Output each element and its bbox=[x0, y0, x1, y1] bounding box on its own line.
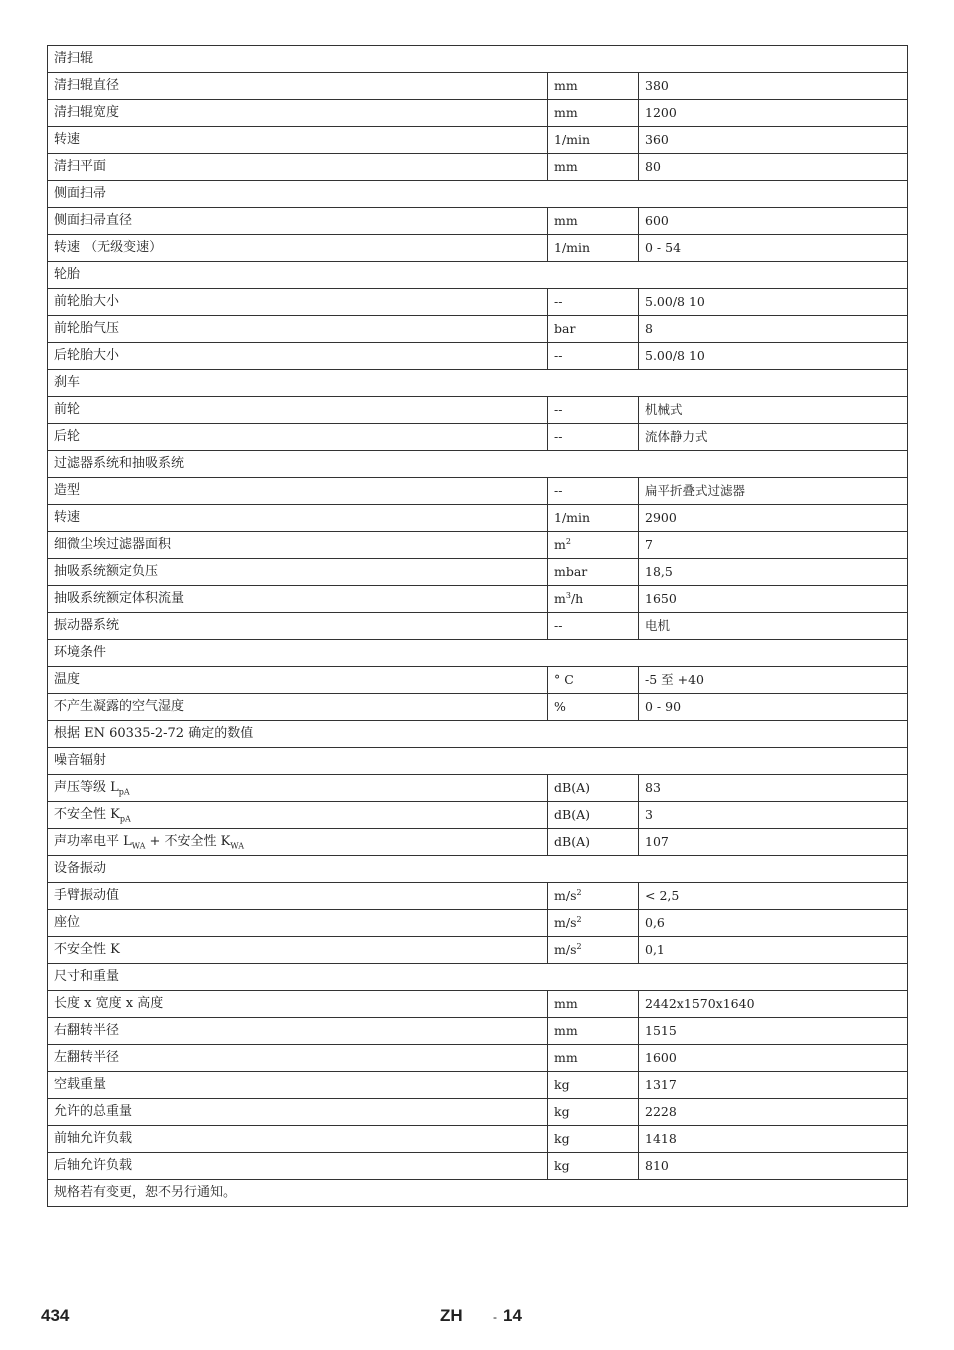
spec-value: 5.00/8 10 bbox=[639, 289, 908, 316]
spec-value: 2442x1570x1640 bbox=[639, 991, 908, 1018]
unit-text: m/s bbox=[554, 942, 577, 957]
label-text: 造型 bbox=[54, 483, 81, 498]
spec-label bbox=[48, 937, 548, 964]
spec-unit bbox=[548, 316, 639, 343]
spec-label bbox=[48, 505, 548, 532]
spec-unit bbox=[548, 775, 639, 802]
spec-value: 107 bbox=[639, 829, 908, 856]
spec-value: 360 bbox=[639, 127, 908, 154]
spec-label bbox=[48, 478, 548, 505]
spec-value: 0,1 bbox=[639, 937, 908, 964]
spec-value: 0 - 54 bbox=[639, 235, 908, 262]
spec-unit bbox=[548, 667, 639, 694]
unit-text: mbar bbox=[554, 564, 588, 579]
label-text: 允许的总重量 bbox=[54, 1104, 133, 1119]
unit-superscript: 3 bbox=[565, 590, 571, 600]
label-text: 空载重量 bbox=[54, 1077, 107, 1092]
table-row bbox=[48, 100, 908, 127]
technical-data-body bbox=[48, 46, 908, 1207]
label-text: 声压等级 L bbox=[54, 780, 119, 795]
table-row bbox=[48, 397, 908, 424]
table-row bbox=[48, 613, 908, 640]
table-row bbox=[48, 1126, 908, 1153]
unit-text: mm bbox=[554, 1050, 578, 1065]
unit-text: -- bbox=[554, 429, 563, 444]
unit-text: -- bbox=[554, 348, 563, 363]
table-row bbox=[48, 775, 908, 802]
spec-value: 810 bbox=[639, 1153, 908, 1180]
spec-unit bbox=[548, 1018, 639, 1045]
spec-label bbox=[48, 667, 548, 694]
table-row bbox=[48, 478, 908, 505]
spec-unit bbox=[548, 100, 639, 127]
spec-label bbox=[48, 208, 548, 235]
label-text: 振动器系统 bbox=[54, 618, 120, 633]
spec-value: 83 bbox=[639, 775, 908, 802]
spec-value: 扁平折叠式过滤器 bbox=[639, 478, 908, 505]
section-row bbox=[48, 370, 908, 397]
unit-text: kg bbox=[554, 1131, 570, 1146]
spec-unit bbox=[548, 478, 639, 505]
spec-unit bbox=[548, 127, 639, 154]
unit-text: -- bbox=[554, 618, 563, 633]
label-text: 清扫辊宽度 bbox=[54, 105, 120, 120]
table-row bbox=[48, 532, 908, 559]
label-text: 不产生凝露的空气湿度 bbox=[54, 699, 185, 714]
spec-label bbox=[48, 1045, 548, 1072]
spec-value: 1600 bbox=[639, 1045, 908, 1072]
spec-label bbox=[48, 289, 548, 316]
spec-value: 0,6 bbox=[639, 910, 908, 937]
spec-unit bbox=[548, 586, 639, 613]
spec-label bbox=[48, 694, 548, 721]
label-subscript: WA bbox=[131, 841, 146, 851]
label-subscript: pA bbox=[119, 814, 131, 824]
spec-label bbox=[48, 586, 548, 613]
spec-value: 1200 bbox=[639, 100, 908, 127]
spec-unit bbox=[548, 208, 639, 235]
spec-label bbox=[48, 73, 548, 100]
label-subscript: WA bbox=[230, 841, 244, 851]
table-row bbox=[48, 505, 908, 532]
spec-unit bbox=[548, 289, 639, 316]
table-row bbox=[48, 937, 908, 964]
spec-value: -5 至 +40 bbox=[639, 667, 908, 694]
section-heading: 清扫辊 bbox=[48, 46, 908, 73]
table-row bbox=[48, 694, 908, 721]
spec-value: 7 bbox=[639, 532, 908, 559]
spec-label bbox=[48, 775, 548, 802]
unit-text: ° C bbox=[554, 672, 574, 687]
table-row bbox=[48, 1072, 908, 1099]
section-row bbox=[48, 964, 908, 991]
spec-unit bbox=[548, 532, 639, 559]
spec-value: 电机 bbox=[639, 613, 908, 640]
label-subscript: pA bbox=[118, 787, 130, 797]
spec-unit bbox=[548, 694, 639, 721]
section-page-number: 14 bbox=[503, 1306, 522, 1325]
label-text: 后轮 bbox=[54, 429, 81, 444]
spec-label bbox=[48, 613, 548, 640]
spec-label bbox=[48, 1099, 548, 1126]
unit-text: dB(A) bbox=[554, 807, 590, 822]
spec-unit bbox=[548, 397, 639, 424]
technical-data-table bbox=[47, 45, 908, 1207]
spec-unit bbox=[548, 1045, 639, 1072]
unit-superscript: 2 bbox=[565, 536, 571, 546]
table-row bbox=[48, 910, 908, 937]
unit-text: m bbox=[554, 537, 566, 552]
spec-unit bbox=[548, 613, 639, 640]
table-row bbox=[48, 343, 908, 370]
spec-unit bbox=[548, 559, 639, 586]
unit-text: mm bbox=[554, 213, 578, 228]
label-text: 转速 （无级变速） bbox=[54, 240, 163, 255]
unit-text: mm bbox=[554, 1023, 578, 1038]
spec-label bbox=[48, 1072, 548, 1099]
table-row bbox=[48, 1153, 908, 1180]
unit-text: 1/min bbox=[554, 510, 591, 525]
spec-unit bbox=[548, 424, 639, 451]
spec-label bbox=[48, 127, 548, 154]
table-row bbox=[48, 316, 908, 343]
spec-label bbox=[48, 1018, 548, 1045]
table-row bbox=[48, 1018, 908, 1045]
spec-value: 3 bbox=[639, 802, 908, 829]
spec-label bbox=[48, 829, 548, 856]
spec-label bbox=[48, 424, 548, 451]
spec-unit bbox=[548, 1153, 639, 1180]
label-text: 细微尘埃过滤器面积 bbox=[54, 537, 172, 552]
table-row bbox=[48, 802, 908, 829]
spec-label bbox=[48, 559, 548, 586]
label-text: 转速 bbox=[54, 510, 81, 525]
unit-superscript: 2 bbox=[576, 887, 582, 897]
unit-text: -- bbox=[554, 294, 563, 309]
spec-unit bbox=[548, 1072, 639, 1099]
section-heading: 刹车 bbox=[48, 370, 908, 397]
label-text: 左翻转半径 bbox=[54, 1050, 120, 1065]
spec-unit bbox=[548, 991, 639, 1018]
spec-value: 600 bbox=[639, 208, 908, 235]
unit-superscript: 2 bbox=[576, 914, 582, 924]
section-heading: 根据 EN 60335-2-72 确定的数值 bbox=[48, 721, 908, 748]
label-text: 右翻转半径 bbox=[54, 1023, 120, 1038]
unit-superscript: 2 bbox=[576, 941, 582, 951]
spec-value: 380 bbox=[639, 73, 908, 100]
spec-label bbox=[48, 1153, 548, 1180]
table-row bbox=[48, 154, 908, 181]
language-code: ZH bbox=[440, 1306, 463, 1325]
table-row bbox=[48, 424, 908, 451]
unit-text: mm bbox=[554, 159, 578, 174]
spec-value: 1650 bbox=[639, 586, 908, 613]
section-row bbox=[48, 262, 908, 289]
label-text: 不安全性 K bbox=[54, 942, 120, 957]
unit-text: bar bbox=[554, 321, 576, 336]
section-heading: 噪音辐射 bbox=[48, 748, 908, 775]
unit-text: -- bbox=[554, 483, 563, 498]
table-row bbox=[48, 289, 908, 316]
unit-text: m bbox=[554, 591, 566, 606]
section-row bbox=[48, 640, 908, 667]
spec-label bbox=[48, 235, 548, 262]
label-text: 座位 bbox=[54, 915, 81, 930]
table-row bbox=[48, 235, 908, 262]
unit-text: m/s bbox=[554, 888, 577, 903]
unit-text: % bbox=[554, 699, 566, 714]
table-row bbox=[48, 127, 908, 154]
section-row bbox=[48, 1180, 908, 1207]
spec-label bbox=[48, 991, 548, 1018]
spec-value: < 2,5 bbox=[639, 883, 908, 910]
label-text: 不安全性 K bbox=[54, 807, 120, 822]
label-text: 前轴允许负载 bbox=[54, 1131, 133, 1146]
section-heading: 设备振动 bbox=[48, 856, 908, 883]
spec-unit bbox=[548, 505, 639, 532]
spec-label bbox=[48, 910, 548, 937]
label-text: 侧面扫帚直径 bbox=[54, 213, 133, 228]
section-heading: 规格若有变更，恕不另行通知。 bbox=[48, 1180, 908, 1207]
unit-text: mm bbox=[554, 78, 578, 93]
table-row bbox=[48, 1099, 908, 1126]
spec-value: 5.00/8 10 bbox=[639, 343, 908, 370]
spec-value: 80 bbox=[639, 154, 908, 181]
table-row bbox=[48, 991, 908, 1018]
section-row bbox=[48, 748, 908, 775]
table-row bbox=[48, 667, 908, 694]
table-row bbox=[48, 73, 908, 100]
unit-text: -- bbox=[554, 402, 563, 417]
label-text-tail: + 不安全性 K bbox=[145, 834, 231, 849]
spec-value: 2228 bbox=[639, 1099, 908, 1126]
label-text: 温度 bbox=[54, 672, 81, 687]
page-number: 434 bbox=[41, 1306, 70, 1325]
label-text: 前轮胎大小 bbox=[54, 294, 120, 309]
label-text: 后轴允许负载 bbox=[54, 1158, 133, 1173]
spec-label bbox=[48, 343, 548, 370]
spec-value: 1317 bbox=[639, 1072, 908, 1099]
unit-text: dB(A) bbox=[554, 780, 590, 795]
spec-label bbox=[48, 802, 548, 829]
unit-text: mm bbox=[554, 105, 578, 120]
section-heading: 轮胎 bbox=[48, 262, 908, 289]
table-row bbox=[48, 586, 908, 613]
section-heading: 环境条件 bbox=[48, 640, 908, 667]
spec-unit bbox=[548, 1099, 639, 1126]
spec-unit bbox=[548, 1126, 639, 1153]
spec-value: 1418 bbox=[639, 1126, 908, 1153]
spec-unit bbox=[548, 883, 639, 910]
label-text: 前轮胎气压 bbox=[54, 321, 120, 336]
label-text: 转速 bbox=[54, 132, 81, 147]
section-row bbox=[48, 181, 908, 208]
label-text: 前轮 bbox=[54, 402, 81, 417]
unit-text: 1/min bbox=[554, 240, 591, 255]
table-row bbox=[48, 1045, 908, 1072]
label-text: 长度 x 宽度 x 高度 bbox=[54, 996, 164, 1011]
unit-text: kg bbox=[554, 1104, 570, 1119]
table-row bbox=[48, 829, 908, 856]
spec-value: 流体静力式 bbox=[639, 424, 908, 451]
unit-text-tail: /h bbox=[570, 591, 584, 606]
label-text: 手臂振动值 bbox=[54, 888, 120, 903]
spec-label bbox=[48, 100, 548, 127]
spec-value: 18,5 bbox=[639, 559, 908, 586]
unit-text: dB(A) bbox=[554, 834, 590, 849]
label-text: 清扫平面 bbox=[54, 159, 107, 174]
label-text: 抽吸系统额定体积流量 bbox=[54, 591, 185, 606]
spec-label bbox=[48, 532, 548, 559]
spec-value: 0 - 90 bbox=[639, 694, 908, 721]
table-row bbox=[48, 559, 908, 586]
unit-text: mm bbox=[554, 996, 578, 1011]
spec-unit bbox=[548, 937, 639, 964]
unit-text: 1/min bbox=[554, 132, 591, 147]
section-row bbox=[48, 721, 908, 748]
table-row bbox=[48, 883, 908, 910]
spec-unit bbox=[548, 829, 639, 856]
unit-text: kg bbox=[554, 1077, 570, 1092]
label-text: 清扫辊直径 bbox=[54, 78, 120, 93]
spec-label bbox=[48, 397, 548, 424]
section-heading: 侧面扫帚 bbox=[48, 181, 908, 208]
spec-unit bbox=[548, 73, 639, 100]
spec-label bbox=[48, 316, 548, 343]
unit-text: kg bbox=[554, 1158, 570, 1173]
spec-unit bbox=[548, 343, 639, 370]
section-heading: 过滤器系统和抽吸系统 bbox=[48, 451, 908, 478]
section-row bbox=[48, 46, 908, 73]
label-text: 后轮胎大小 bbox=[54, 348, 120, 363]
spec-label bbox=[48, 883, 548, 910]
page-separator: - bbox=[493, 1310, 497, 1324]
spec-value: 2900 bbox=[639, 505, 908, 532]
spec-unit bbox=[548, 154, 639, 181]
unit-text: m/s bbox=[554, 915, 577, 930]
section-heading: 尺寸和重量 bbox=[48, 964, 908, 991]
spec-unit bbox=[548, 802, 639, 829]
spec-label bbox=[48, 154, 548, 181]
label-text: 抽吸系统额定负压 bbox=[54, 564, 159, 579]
label-text: 声功率电平 L bbox=[54, 834, 132, 849]
table-row bbox=[48, 208, 908, 235]
spec-value: 机械式 bbox=[639, 397, 908, 424]
spec-label bbox=[48, 1126, 548, 1153]
section-row bbox=[48, 856, 908, 883]
spec-unit bbox=[548, 910, 639, 937]
spec-value: 1515 bbox=[639, 1018, 908, 1045]
section-row bbox=[48, 451, 908, 478]
spec-value: 8 bbox=[639, 316, 908, 343]
spec-unit bbox=[548, 235, 639, 262]
